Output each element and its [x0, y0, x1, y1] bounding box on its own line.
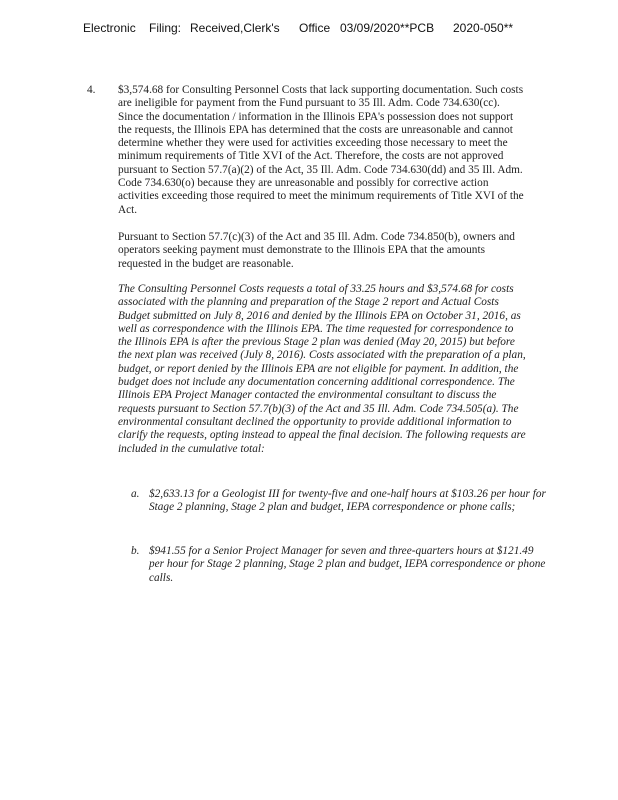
sub-item-geologist: $2,633.13 for a Geologist III for twenty-five and one-half hours at $103.26 per hour for Stage 2 planning, Stage 2 plan and budget, IEPA correspondence or phone calls; — [149, 488, 546, 514]
header-electronic: Electronic — [83, 21, 136, 35]
header-date-code: 03/09/2020**PCB — [340, 21, 435, 35]
header-office: Office — [299, 21, 331, 35]
header-filing: Filing: — [149, 21, 182, 35]
header-received: Received,Clerk's — [190, 21, 280, 35]
paragraph-costs-lacking-documentation: $3,574.68 for Consulting Personnel Costs that lack supporting documentation. Such costs are ineligible for payment from the Fund pursuant to 35 Ill. Adm. Code 734.630(cc). Since the documentation / information in the Illinois EPA's possession does not support the requests, the Illinois EPA has determined that the costs are unreasonable and cannot determine whether they were used for activities exceeding those necessary to meet the minimum requirements of Title XVI of the Act. Therefore, the costs are not approved pursuant to Section 57.7(a)(2) of the Act, 35 Ill. Adm. Code 734.630(dd) and 35 Ill. Adm. Code 734.630(o) because they are unreasonable and possibly for corrective action activities exceeding those required to meet the minimum requirements of Title XVI of the Act. — [118, 84, 524, 216]
sub-item-senior-project-manager: $941.55 for a Senior Project Manager for seven and three-quarters hours at $121.49 per hour for Stage 2 planning, Stage 2 plan and budget, IEPA correspondence or phone calls. — [149, 545, 546, 584]
filing-header — [0, 21, 618, 37]
paragraph-reasonableness-requirement: Pursuant to Section 57.7(c)(3) of the Act and 35 Ill. Adm. Code 734.850(b), owners and operators seeking payment must demonstrate to the Illinois EPA that the amounts requested in the budget are reasonable. — [118, 231, 515, 270]
header-docket: 2020-050** — [453, 21, 514, 35]
sub-item-label-a: a. — [131, 488, 140, 500]
sub-item-label-b: b. — [131, 545, 140, 557]
paragraph-consulting-personnel-costs: The Consulting Personnel Costs requests a total of 33.25 hours and $3,574.68 for costs associated with the planning and preparation of the Stage 2 report and Actual Costs Budget submitted on July 8, 2016 and denied by the Illinois EPA on October 31, 2016, as well as correspondence with the Illinois EPA. The time requested for correspondence to the Illinois EPA is after the previous Stage 2 plan was denied (May 20, 2015) but before the next plan was received (July 8, 2016). Costs associated with the preparation of a plan, budget, or report denied by the Illinois EPA are not eligible for payment. In addition, the budget does not include any documentation concerning additional correspondence. The Illinois EPA Project Manager contacted the environmental consultant to discuss the requests pursuant to Section 57.7(b)(3) of the Act and 35 Ill. Adm. Code 734.505(a). The environmental consultant declined the opportunity to provide additional information to clarify the requests, opting instead to appeal the final decision. The following requests are included in the cumulative total: — [118, 283, 526, 455]
item-number: 4. — [87, 84, 96, 96]
